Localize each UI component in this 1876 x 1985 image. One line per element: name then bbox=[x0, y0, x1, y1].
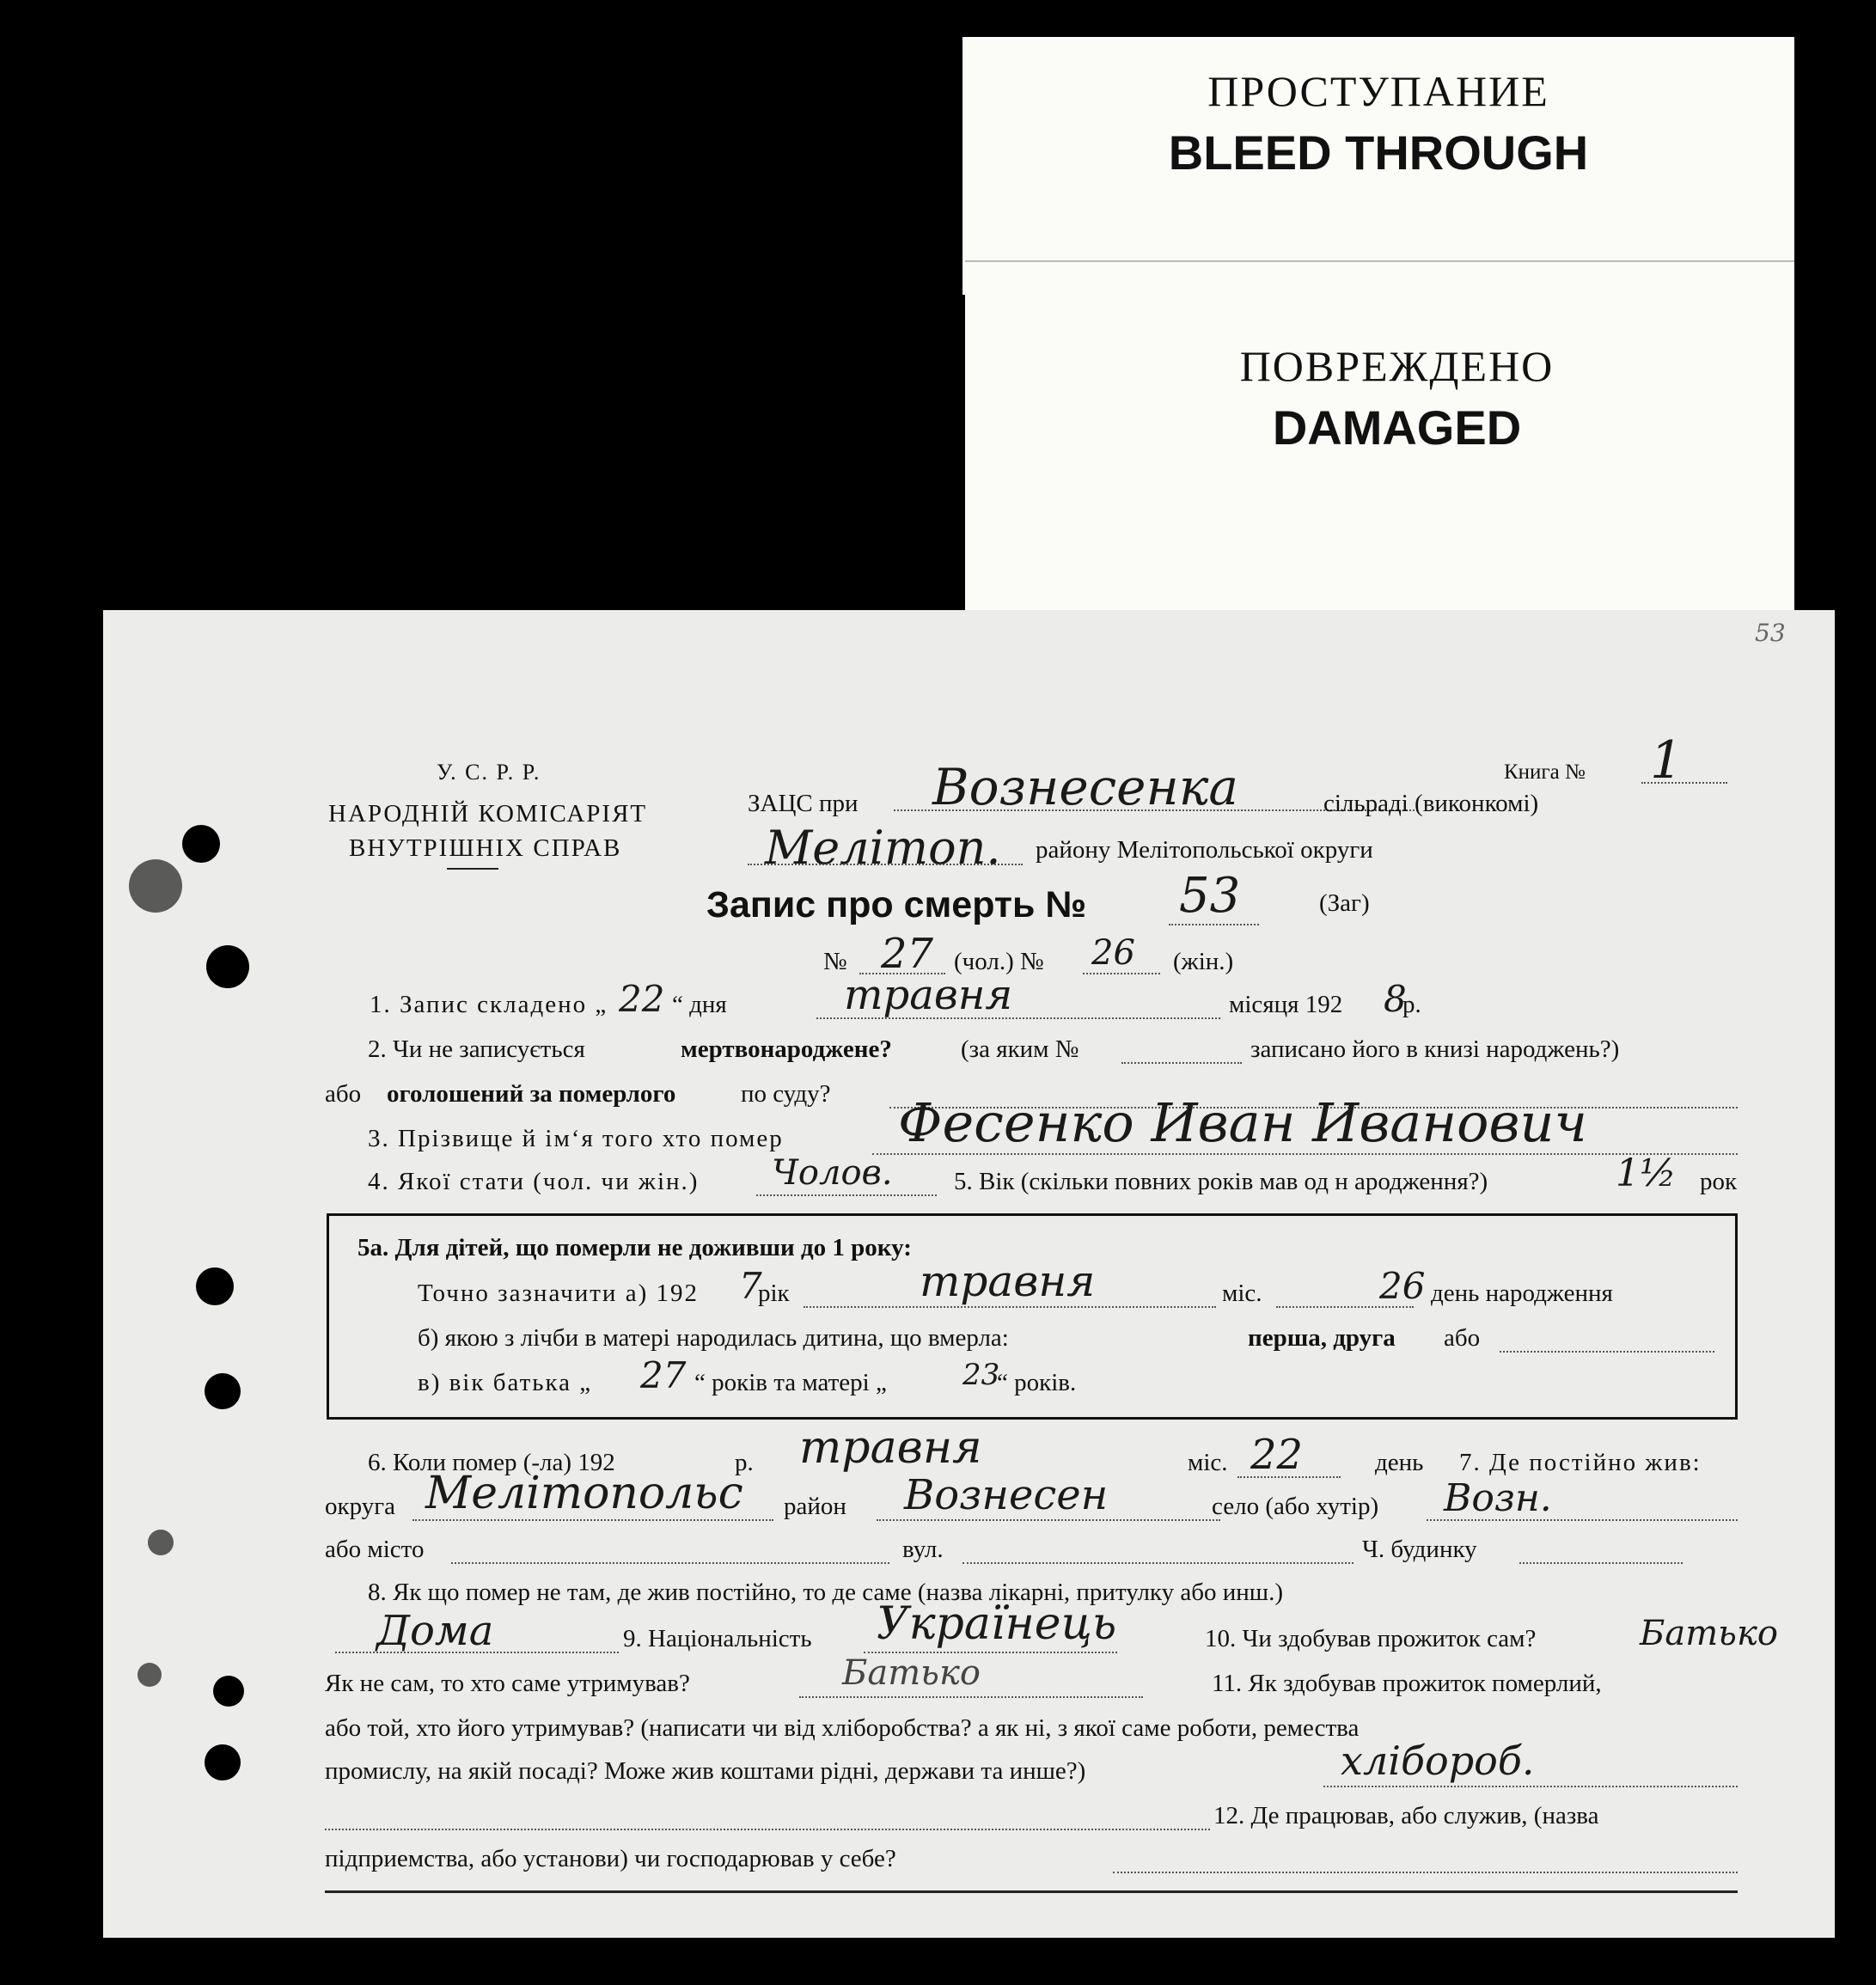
village-council-label: сільраді (виконкомі) bbox=[1323, 790, 1539, 817]
female-number: 26 bbox=[1091, 933, 1135, 973]
father-age: 27 bbox=[640, 1354, 687, 1396]
nationality-value: Українець bbox=[877, 1598, 1117, 1650]
sex-value-line bbox=[756, 1194, 937, 1196]
box-5a-b-label: б) якою з лічби в матері народилась дитина, що вмерла: bbox=[418, 1324, 1009, 1352]
field-2-birth-book-label: записано його в книзі народжень?) bbox=[1250, 1035, 1620, 1063]
field-12-line-2: підприемства, або установи) чи господарював у себе? bbox=[325, 1845, 896, 1872]
punch-hole bbox=[129, 859, 182, 913]
birth-day-line bbox=[1276, 1306, 1414, 1308]
box-5a-birthday-label: день народження bbox=[1431, 1280, 1613, 1307]
punch-hole bbox=[205, 1744, 241, 1780]
field-2-or: або bbox=[325, 1080, 362, 1108]
male-label: (чол.) № bbox=[954, 948, 1044, 975]
occupation-line bbox=[1323, 1786, 1738, 1787]
punch-hole bbox=[205, 1373, 241, 1409]
field-11-line-3: промислу, на якій посаді? Може жив коштами рідні, держави та инше?) bbox=[325, 1757, 1086, 1785]
state-abbreviation: У. С. Р. Р. bbox=[437, 760, 541, 785]
misto-label: або місто bbox=[325, 1536, 425, 1563]
field-10-label: 10. Чи здобував прожиток сам? bbox=[1205, 1625, 1537, 1652]
field-5-label: 5. Вік (скільки повних років мав од н ародження?) bbox=[954, 1168, 1488, 1195]
misto-line bbox=[451, 1562, 889, 1564]
field-2-stillborn: мертвонароджене? bbox=[681, 1035, 892, 1063]
box-5a-a-label: Точно зазначити а) 192 bbox=[418, 1280, 699, 1307]
field-4-label: 4. Якої стати (чол. чи жін.) bbox=[368, 1168, 700, 1195]
field-1-year: 8 bbox=[1384, 978, 1407, 1020]
male-number-label: № bbox=[823, 948, 847, 975]
deceased-name: Фесенко Иван Иванович bbox=[898, 1091, 1588, 1154]
field-6-month-label: міс. bbox=[1188, 1449, 1228, 1476]
punch-hole bbox=[213, 1676, 244, 1707]
mother-age: 23 bbox=[962, 1358, 1000, 1392]
raion-value: Вознесен bbox=[904, 1471, 1109, 1519]
self-support-value: Батько bbox=[1640, 1614, 1778, 1653]
divider bbox=[447, 868, 498, 870]
selo-line bbox=[1427, 1519, 1738, 1521]
district-name-line bbox=[748, 864, 1023, 865]
supporter-value: Батько bbox=[842, 1653, 981, 1693]
vul-line bbox=[962, 1562, 1354, 1564]
punch-hole bbox=[137, 1663, 162, 1687]
death-month: травня bbox=[799, 1422, 982, 1474]
district-label: району Мелітопольської округи bbox=[1036, 836, 1373, 864]
zags-label: ЗАЦС при bbox=[748, 790, 859, 817]
female-number-line bbox=[1083, 973, 1160, 974]
female-label: (жін.) bbox=[1173, 948, 1234, 975]
punch-hole bbox=[206, 945, 249, 988]
field-2-number-line bbox=[1121, 1062, 1242, 1064]
vul-label: вул. bbox=[902, 1536, 944, 1563]
damaged-card bbox=[965, 260, 1794, 614]
box-5a-title: 5а. Для дітей, що померли не доживши до 1 року: bbox=[357, 1234, 912, 1261]
field-8-label: 8. Як що помер не там, де жив постійно, то де саме (назва лікарні, притулку або инш.) bbox=[368, 1579, 1284, 1606]
place-of-death: Дома bbox=[376, 1607, 494, 1655]
field-7-label: 7. Де постійно жив: bbox=[1459, 1449, 1702, 1476]
sex-value: Чолов. bbox=[772, 1153, 893, 1193]
okruha-line bbox=[412, 1519, 773, 1521]
book-number: 1 bbox=[1650, 730, 1684, 791]
book-number-line bbox=[1641, 782, 1727, 784]
age-unit: рок bbox=[1700, 1168, 1738, 1195]
box-5a-c-label: в) вік батька „ bbox=[418, 1369, 593, 1396]
commissariat-line-2: ВНУТРІШНІХ СПРАВ bbox=[349, 834, 622, 862]
raion-label: район bbox=[784, 1493, 846, 1520]
council-name-handwritten: Вознесенка bbox=[932, 758, 1238, 816]
book-label: Книга № bbox=[1504, 760, 1586, 784]
box-5a-month-label: міс. bbox=[1222, 1280, 1262, 1307]
record-title: Запис про смерть № bbox=[706, 884, 1087, 925]
field-6-day-label: день bbox=[1375, 1449, 1424, 1476]
field-11-label: 11. Як здобував прожиток померлий, bbox=[1212, 1670, 1602, 1697]
field-1-month-line bbox=[816, 1017, 1220, 1019]
field-1-year-label: р. bbox=[1402, 991, 1421, 1018]
field-6-year-label: р. bbox=[735, 1449, 754, 1476]
punch-hole bbox=[182, 825, 220, 863]
bottom-rule bbox=[325, 1890, 1738, 1893]
birth-month: травня bbox=[920, 1256, 1096, 1306]
box-5a-mother-label: “ років та матері „ bbox=[694, 1369, 887, 1396]
selo-value: Возн. bbox=[1444, 1476, 1552, 1520]
bleed-through-card bbox=[962, 37, 1794, 295]
male-number: 27 bbox=[881, 930, 934, 978]
box-5a-or: або bbox=[1444, 1324, 1481, 1352]
supporter-line bbox=[799, 1696, 1143, 1698]
record-number-line bbox=[1169, 924, 1259, 925]
field-1-label: 1. Запис складено „ bbox=[370, 991, 608, 1018]
box-5a-first-second: перша, друга bbox=[1248, 1324, 1396, 1352]
age-value: 1½ bbox=[1616, 1151, 1677, 1195]
corner-page-number: 53 bbox=[1755, 619, 1786, 647]
punch-hole bbox=[196, 1267, 234, 1305]
occupation-extra-line bbox=[325, 1829, 1210, 1830]
bleed-through-russian: ПРОСТУПАНИЕ bbox=[1207, 67, 1549, 115]
birth-month-line bbox=[804, 1306, 1216, 1308]
workplace-line bbox=[1113, 1872, 1738, 1873]
okruha-label: округа bbox=[325, 1493, 395, 1520]
budynok-label: Ч. будинку bbox=[1362, 1536, 1477, 1563]
punch-hole bbox=[148, 1530, 174, 1555]
raion-line bbox=[877, 1519, 1220, 1521]
field-1-day-label: “ дня bbox=[672, 991, 727, 1018]
okruha-value: Мелітопольс bbox=[425, 1468, 743, 1519]
box-5a-years-label: “ років. bbox=[997, 1369, 1077, 1396]
zag-label: (Заг) bbox=[1319, 889, 1370, 917]
field-11-line-2: або той, хто його утримував? (написати чи від хліборобства? а як ні, з якої саме роботи, ремества bbox=[325, 1714, 1360, 1742]
damaged-russian: ПОВРЕЖДЕНО bbox=[1239, 342, 1555, 390]
box-5a-order-line bbox=[1500, 1351, 1714, 1353]
death-day-line bbox=[1237, 1476, 1341, 1478]
field-2-number-label: (за яким № bbox=[961, 1035, 1079, 1063]
deceased-name-line bbox=[872, 1153, 1738, 1155]
commissariat-line-1: НАРОДНІЙ КОМІСАРІЯТ bbox=[328, 800, 648, 828]
birth-day: 26 bbox=[1379, 1265, 1426, 1307]
field-6-label: 6. Коли помер (-ла) 192 bbox=[368, 1449, 615, 1476]
occupation-value: хлібороб. bbox=[1341, 1738, 1535, 1784]
field-1-day: 22 bbox=[619, 978, 665, 1020]
field-12-label: 12. Де працював, або служив, (назва bbox=[1213, 1802, 1599, 1829]
bleed-through-english: BLEED THROUGH bbox=[1168, 125, 1589, 180]
record-number: 53 bbox=[1179, 868, 1241, 924]
supporter-label: Як не сам, то хто саме утримував? bbox=[325, 1670, 690, 1697]
field-3-label: 3. Прізвище й ім‘я того хто помер bbox=[368, 1125, 784, 1152]
field-2-declared-dead: оголошений за померлого bbox=[387, 1080, 676, 1108]
box-5a-year-label: рік bbox=[758, 1280, 790, 1307]
death-day: 22 bbox=[1250, 1431, 1304, 1479]
district-name-handwritten: Мелітоп. bbox=[765, 821, 1001, 875]
place-of-death-line bbox=[335, 1652, 619, 1653]
field-2-court-label: по суду? bbox=[741, 1080, 831, 1108]
death-record-sheet bbox=[103, 610, 1835, 1938]
field-1-month: травня bbox=[844, 971, 1013, 1019]
field-9-label: 9. Національність bbox=[623, 1625, 812, 1652]
selo-label: село (або хутір) bbox=[1212, 1493, 1379, 1520]
birth-year: 7 bbox=[739, 1265, 762, 1307]
damaged-english: DAMAGED bbox=[1272, 400, 1522, 455]
budynok-line bbox=[1519, 1562, 1683, 1564]
field-1-month-label: місяця 192 bbox=[1229, 991, 1343, 1018]
field-2-label: 2. Чи не записується bbox=[368, 1035, 585, 1063]
